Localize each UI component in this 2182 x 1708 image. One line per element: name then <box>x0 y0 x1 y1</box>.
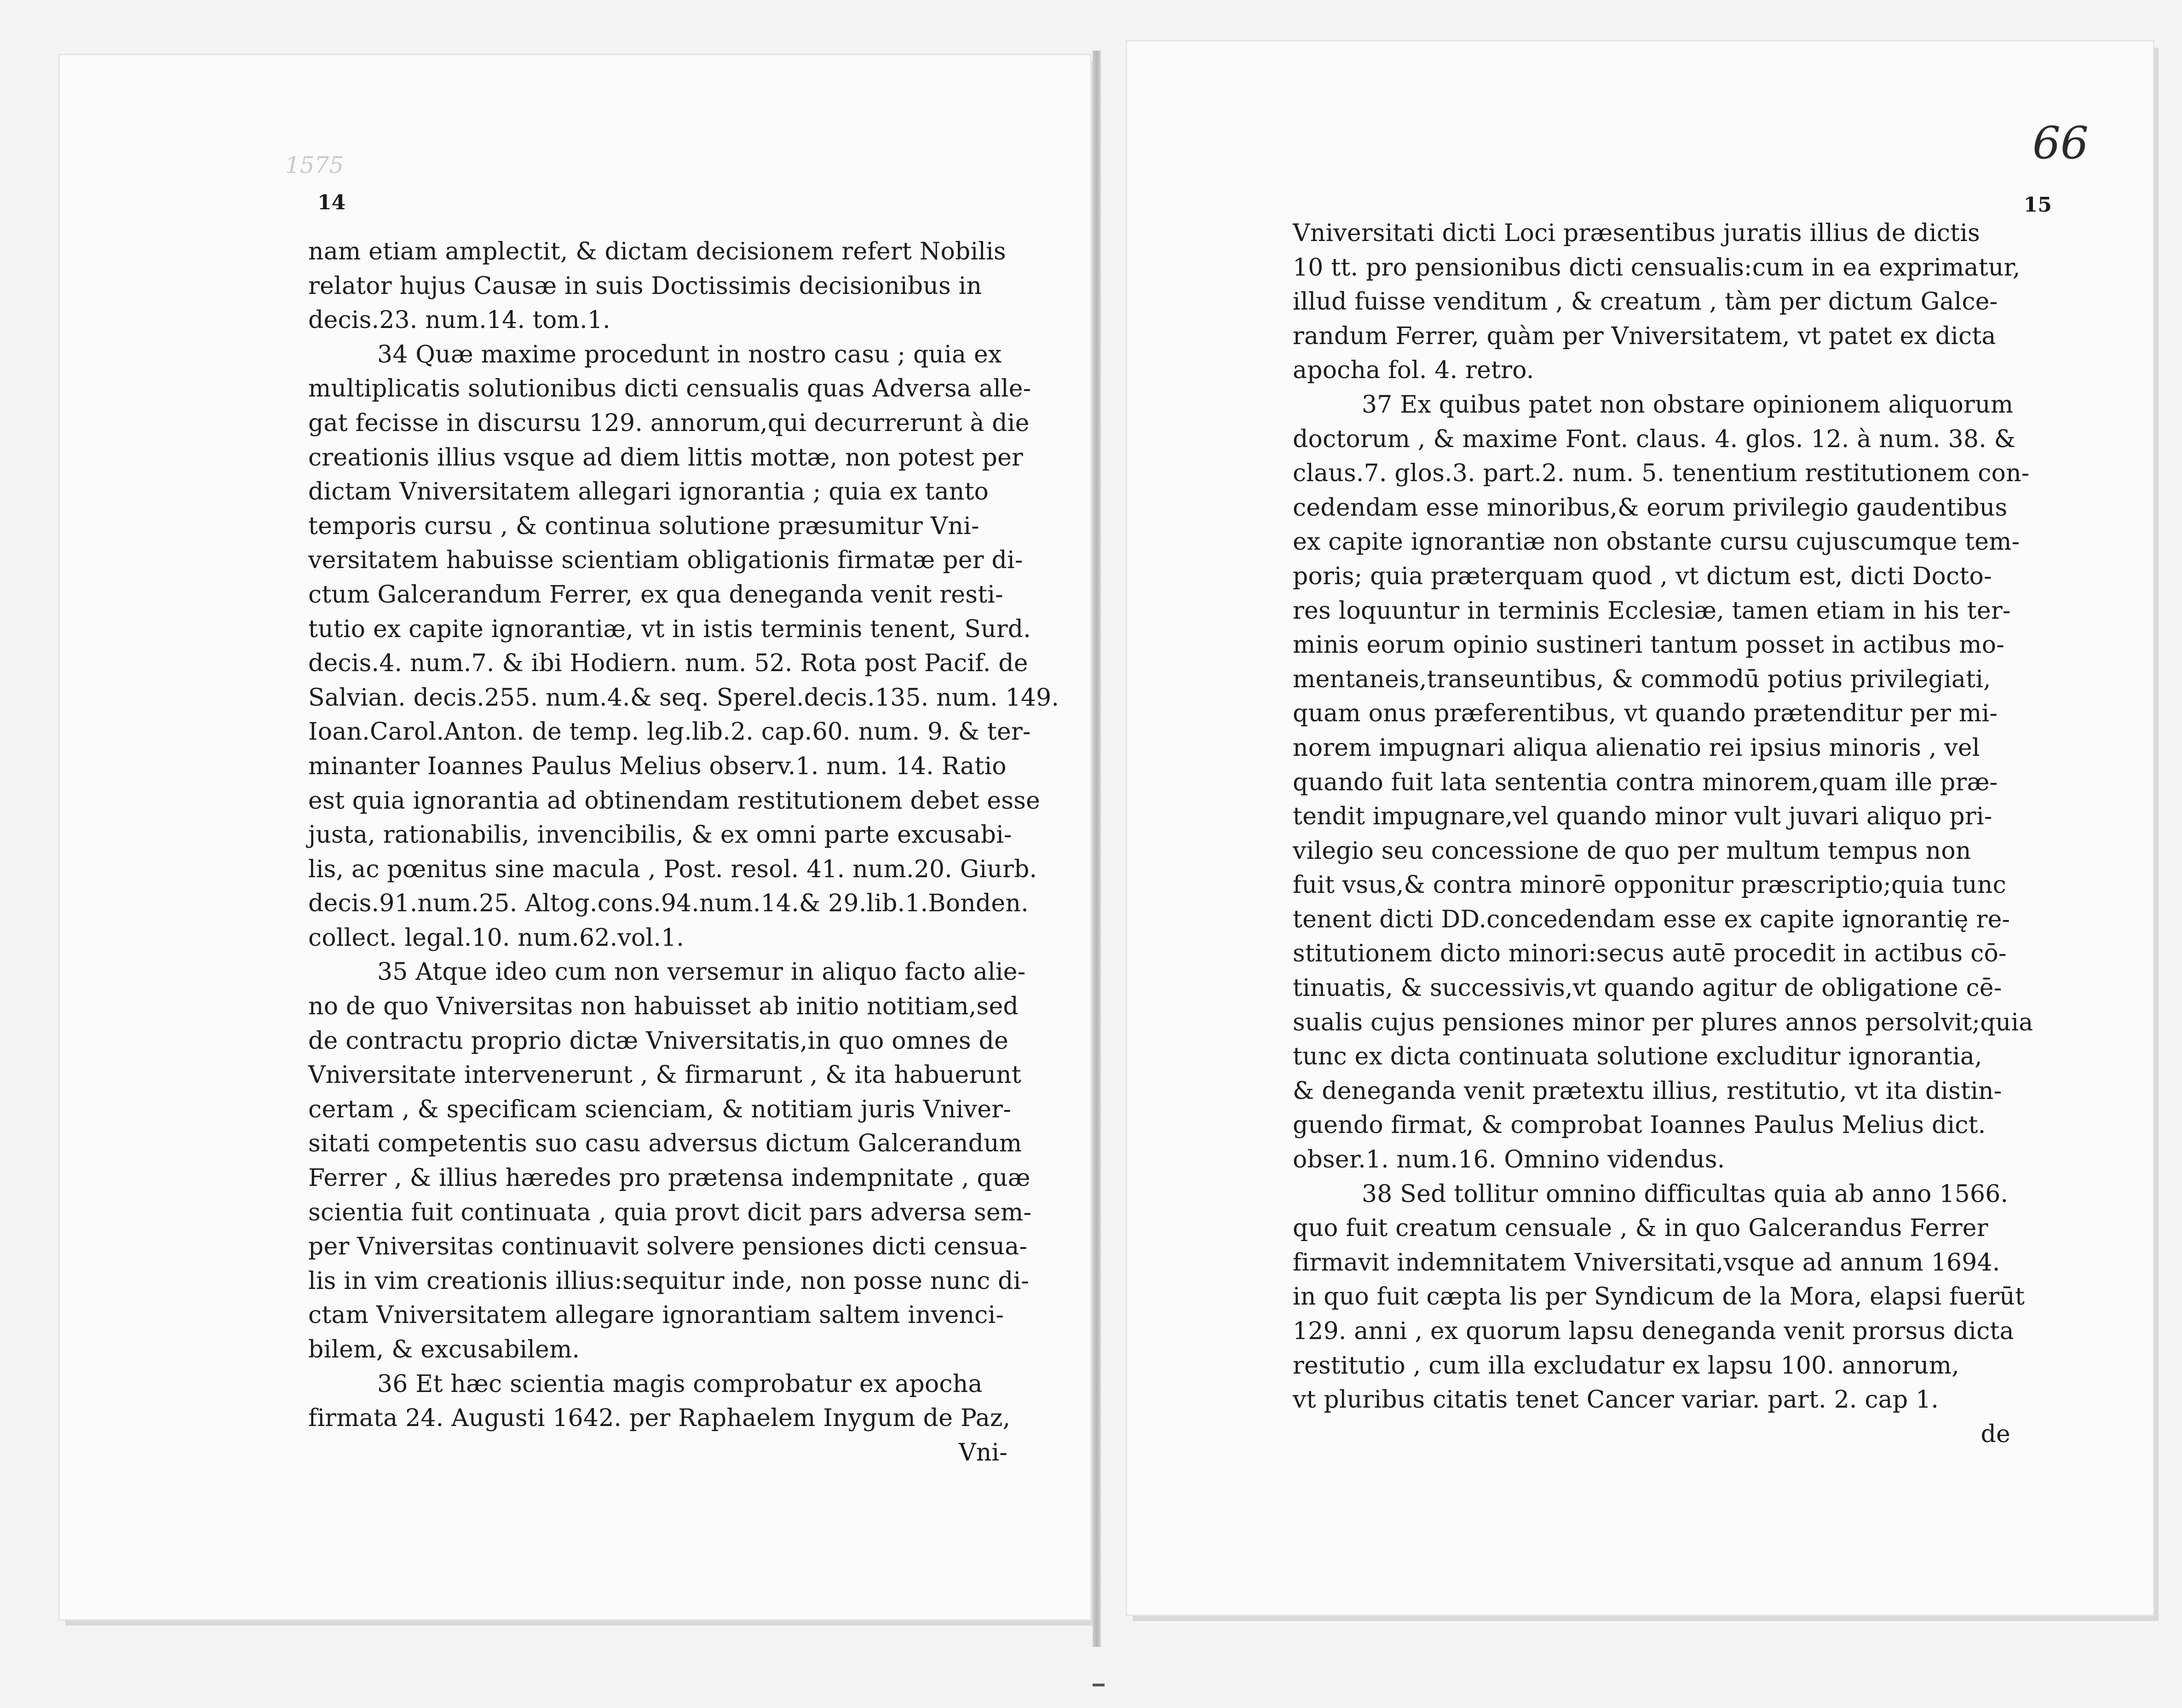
text-line: 35 Atque ideo cum non versemur in aliquo facto alie- <box>377 958 1026 986</box>
left-page-text <box>308 235 1059 1470</box>
text-line: fuit vsus,& contra minorē opponitur præscriptio;quia tunc <box>1293 871 2006 899</box>
text-line: & deneganda venit prætextu illius, restitutio, vt ita distin- <box>1293 1077 2002 1105</box>
right-page-number: 15 <box>2023 193 2052 217</box>
text-line: decis.4. num.7. & ibi Hodiern. num. 52. Rota post Pacif. de <box>308 650 1028 678</box>
text-line: decis.23. num.14. tom.1. <box>308 306 610 334</box>
text-line: in quo fuit cæpta lis per Syndicum de la Mora, elapsi fuerūt <box>1293 1283 2025 1311</box>
left-page-number: 14 <box>317 191 346 214</box>
text-line: illud fuisse venditum , & creatum , tàm per dictum Galce- <box>1293 288 1998 316</box>
handwritten-folio: 66 <box>2032 117 2089 169</box>
text-line: restitutio , cum illa excludatur ex lapsu 100. annorum, <box>1293 1351 1959 1380</box>
right-page <box>1127 41 2153 1615</box>
text-line: tenent dicti DD.concedendam esse ex capite ignorantię re- <box>1293 905 2010 933</box>
left-page <box>60 55 1090 1619</box>
text-line: temporis cursu , & continua solutione præsumitur Vni- <box>308 512 979 540</box>
text-line: poris; quia præterquam quod , vt dictum est, dicti Docto- <box>1293 562 1992 590</box>
text-line: obser.1. num.16. Omnino videndus. <box>1293 1146 1725 1174</box>
text-line: creationis illius vsque ad diem littis mottæ, non potest per <box>308 443 1023 472</box>
text-line: scientia fuit continuata , quia provt dicit pars adversa sem- <box>308 1198 1032 1226</box>
text-line: justa, rationabilis, invencibilis, & ex omni parte excusabi- <box>308 821 1012 849</box>
text-line: randum Ferrer, quàm per Vniversitatem, vt patet ex dicta <box>1293 322 1996 350</box>
text-line: 10 tt. pro pensionibus dicti censualis:cum in ea exprimatur, <box>1293 253 2021 282</box>
text-line: relator hujus Causæ in suis Doctissimis decisionibus in <box>308 272 982 300</box>
text-line: norem impugnari aliqua alienatio rei ipsius minoris , vel <box>1293 734 1980 762</box>
text-line: tutio ex capite ignorantiæ, vt in istis terminis tenent, Surd. <box>308 615 1031 643</box>
text-line: vilegio seu concessione de quo per multum tempus non <box>1293 837 1971 865</box>
text-line: ctam Vniversitatem allegare ignorantiam saltem invenci- <box>308 1301 1004 1329</box>
text-line: sitati competentis suo casu adversus dictum Galcerandum <box>308 1130 1022 1158</box>
text-line: mentaneis,transeuntibus, & commodū potius privilegiati, <box>1293 665 1991 693</box>
text-line: cedendam esse minoribus,& eorum privilegio gaudentibus <box>1293 494 2008 522</box>
text-line: de contractu proprio dictæ Vniversitatis,in quo omnes de <box>308 1027 1008 1055</box>
text-line: multiplicatis solutionibus dicti censualis quas Adversa alle- <box>308 375 1031 403</box>
text-line: collect. legal.10. num.62.vol.1. <box>308 924 684 952</box>
text-line: nam etiam amplectit, & dictam decisionem refert Nobilis <box>308 238 1006 265</box>
book-gutter <box>1093 51 1101 1647</box>
text-line: 129. anni , ex quorum lapsu deneganda venit prorsus dicta <box>1293 1317 2014 1345</box>
text-line: firmavit indemnitatem Vniversitati,vsque ad annum 1694. <box>1293 1248 2000 1277</box>
text-line: 38 Sed tollitur omnino difficultas quia ab anno 1566. <box>1362 1180 2009 1208</box>
text-line: Vniversitate intervenerunt , & firmarunt , & ita habuerunt <box>308 1061 1021 1089</box>
text-line: Vniversitati dicti Loci præsentibus juratis illius de dictis <box>1293 219 1980 247</box>
text-line: Vni- <box>958 1438 1008 1466</box>
text-line: tinuatis, & successivis,vt quando agitur de obligatione cē- <box>1293 974 2002 1002</box>
text-line: stitutionem dicto minori:secus autē procedit in actibus cō- <box>1293 940 2007 968</box>
right-page-text <box>1293 216 2033 1451</box>
text-line: est quia ignorantia ad obtinendam restitutionem debet esse <box>308 787 1040 815</box>
text-line: Ferrer , & illius hæredes pro prætensa indempnitate , quæ <box>308 1164 1031 1192</box>
text-line: ex capite ignorantiæ non obstante cursu cujuscumque tem- <box>1293 528 2020 556</box>
text-line: vt pluribus citatis tenet Cancer variar. part. 2. cap 1. <box>1293 1386 1939 1414</box>
text-line: gat fecisse in discursu 129. annorum,qui decurrerunt à die <box>308 409 1030 437</box>
text-line: de <box>1980 1420 2010 1448</box>
text-line: bilem, & excusabilem. <box>308 1336 580 1363</box>
text-line: apocha fol. 4. retro. <box>1293 357 1534 385</box>
text-line: res loquuntur in terminis Ecclesiæ, tamen etiam in his ter- <box>1293 597 2011 625</box>
text-line: minanter Ioannes Paulus Melius observ.1. num. 14. Ratio <box>308 752 1007 780</box>
text-line: certam , & specificam scienciam, & notitiam juris Vniver- <box>308 1095 1012 1123</box>
text-line: quando fuit lata sententia contra minorem,quam ille præ- <box>1293 768 1998 796</box>
text-line: dictam Vniversitatem allegari ignorantia ; quia ex tanto <box>308 478 989 506</box>
text-line: guendo firmat, & comprobat Ioannes Paulus Melius dict. <box>1293 1111 1986 1139</box>
text-line: 37 Ex quibus patet non obstare opinionem aliquorum <box>1362 391 2014 419</box>
text-line: lis in vim creationis illius:sequitur inde, non posse nunc di- <box>308 1267 1030 1295</box>
text-line: claus.7. glos.3. part.2. num. 5. tenentium restitutionem con- <box>1293 460 2030 488</box>
text-line: per Vniversitas continuavit solvere pensiones dicti censua- <box>308 1233 1028 1261</box>
text-line: minis eorum opinio sustineri tantum posset in actibus mo- <box>1293 631 2005 659</box>
text-line: no de quo Vniversitas non habuisset ab initio notitiam,sed <box>308 993 1019 1021</box>
text-line: decis.91.num.25. Altog.cons.94.num.14.& 29.lib.1.Bonden. <box>308 890 1029 918</box>
text-line: versitatem habuisse scientiam obligationis firmatæ per di- <box>308 546 1023 575</box>
bottom-mark <box>1093 1684 1105 1686</box>
pencil-annotation: 1575 <box>285 152 344 178</box>
text-line: Ioan.Carol.Anton. de temp. leg.lib.2. cap.60. num. 9. & ter- <box>308 718 1031 746</box>
text-line: sualis cujus pensiones minor per plures annos persolvit;quia <box>1293 1008 2033 1036</box>
text-line: firmata 24. Augusti 1642. per Raphaelem Inygum de Paz, <box>308 1404 1011 1432</box>
text-line: tunc ex dicta continuata solutione excluditur ignorantia, <box>1293 1043 1982 1071</box>
text-line: 34 Quæ maxime procedunt in nostro casu ; quia ex <box>377 340 1002 368</box>
text-line: ctum Galcerandum Ferrer, ex qua deneganda venit resti- <box>308 581 1003 609</box>
text-line: Salvian. decis.255. num.4.& seq. Sperel.decis.135. num. 149. <box>308 684 1059 712</box>
text-line: lis, ac pœnitus sine macula , Post. resol. 41. num.20. Giurb. <box>308 855 1037 883</box>
text-line: quam onus præferentibus, vt quando prætenditur per mi- <box>1293 700 1998 728</box>
text-line: doctorum , & maxime Font. claus. 4. glos. 12. à num. 38. & <box>1293 425 2016 453</box>
text-line: tendit impugnare,vel quando minor vult juvari aliquo pri- <box>1293 803 1992 831</box>
text-line: 36 Et hæc scientia magis comprobatur ex apocha <box>377 1370 983 1398</box>
text-line: quo fuit creatum censuale , & in quo Galcerandus Ferrer <box>1293 1214 1988 1242</box>
